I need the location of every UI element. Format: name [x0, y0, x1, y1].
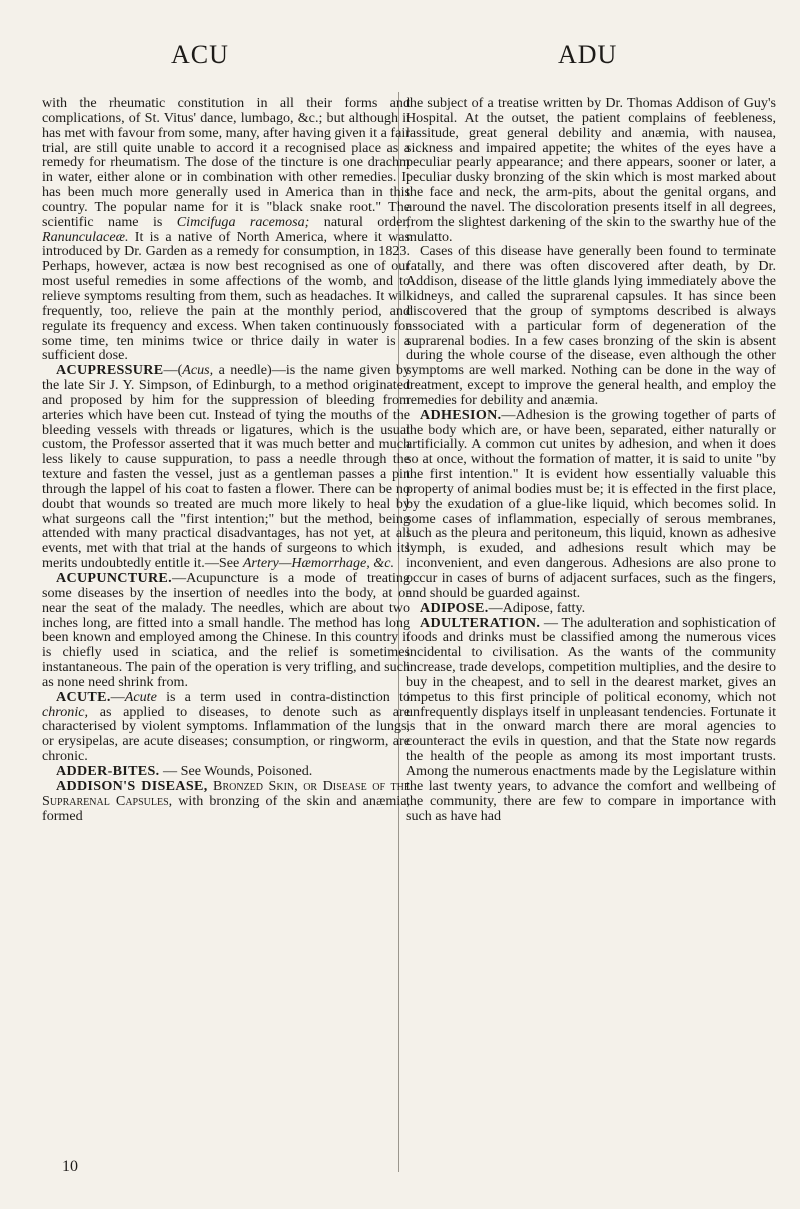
entry-acupressure: [42, 363, 410, 571]
headword-adder-bites: ADDER-BITES.: [56, 762, 160, 779]
adulteration-text: — The adulteration and sophistication of foods and drinks must be classified among the numerous vices incidental to civilisation. As the wants of the community increase, trade develops, competition multiplies, and the desire to buy in the cheapest, and to sell in the dearest market, gives an impetus to this first principle of political economy, which not unfrequently displays itself in unpleasant tendencies. Fortunate it is that in the onward march there are moral agencies to counteract the evils in question, and that the State now regards the health of the people as among its most important trusts. Among the numerous enactments made by the Legislature within the last twenty years, to advance the comfort and wellbeing of the community, there are few to compare in importance with such as have had: [406, 614, 776, 824]
acu-text: with the rheumatic constitution in all their forms and complications, of St. Vitus' dance, lumbago, &c.; but although it has met with favour from some, many, after having given it a fair trial, are still quite unable to accord it a recognised place as a remedy for rheumatism. The dose of the tincture is one drachm in water, either alone or in combination with other remedies. It has been much more generally used in America than in this country. The popular name for it is "black snake root." The scientific name is: [42, 95, 410, 230]
running-header-left: ACU: [171, 40, 229, 69]
headword-adipose: ADIPOSE.: [420, 599, 489, 616]
acupressure-text: a needle)—is the name given by the late Sir J. Y. Simpson, of Edinburgh, to a method originated and proposed by him for the suppression of bleeding from arteries which have been cut. Instead of tying the mouths of the bleeding vessels with threads or ligatures, which is the usual custom, the Professor asserted that it was much better and much less likely to cause suppuration, to pass a needle through the texture and fasten the vessel, just as a gentleman passes a pin through the lappel of his coat to fasten a flower. There can be no doubt that wounds so treated are much more likely to heal by what surgeons call the "first intention;" but the method, being attended with many practical disadvantages, has not yet, at all events, met with that trial at the hands of surgeons to which its merits undoubtedly entitle it.—See: [42, 362, 410, 572]
acute-dash: —: [110, 688, 125, 705]
acu-natural-order: Ranunculaceæ.: [42, 228, 129, 245]
entry-adhesion: [406, 408, 776, 601]
page-number: 10: [62, 1158, 78, 1175]
acute-chronic-term: chronic,: [42, 703, 89, 720]
headword-adulteration: ADULTERATION.: [420, 614, 541, 631]
acu-scientific-name: Cimcifuga racemosa;: [176, 213, 310, 230]
entry-addison-paragraph-2: Cases of this disease have generally been found to terminate fatally, and there was often discovered after death, by Dr. Addison, disease of the little glands lying immediately above the kidneys, and called the suprarenal capsules. It has since been discovered that the group of symptoms described is always associated with a particular form of degeneration of the suprarenal bodies. In a few cases bronzing of the skin is absent during the whole course of the disease, even although the other symptoms are well marked. Nothing can be done in the way of treatment, except to improve the general health, and employ the remedies for debility and anæmia.: [406, 243, 776, 408]
right-column: [406, 96, 776, 823]
acute-text-end: as applied to diseases, to denote such as are characterised by violent symptoms. Inflammation of the lungs, or erysipelas, are acute diseases; consumption, or ringworm, are chronic.: [42, 703, 410, 765]
acupressure-cross-ref: Artery—Hæmorrhage, &c.: [242, 555, 395, 572]
acute-term: Acute: [124, 688, 157, 705]
acu-text-mid: natural order,: [309, 213, 410, 230]
adipose-text: —Adipose, fatty.: [488, 599, 586, 616]
acupressure-etymology: Acus,: [182, 362, 214, 379]
headword-acupuncture: ACUPUNCTURE.: [56, 570, 172, 586]
entry-addison-continued: the subject of a treatise written by Dr. Thomas Addison of Guy's Hospital. At the outset, the patient complains of feebleness, lassitude, great general debility and anæmia, with nausea, sickness and impaired appetite; the whites of the eyes have a peculiar pearly appearance; and there appears, sooner or later, a peculiar dusky bronzing of the skin which is most marked about the face and neck, the arm-pits, about the genital organs, and around the navel. The discoloration presents itself in all degrees, from the slightest darkening of the skin to the swarthy hue of the mulatto.: [406, 95, 776, 245]
entry-addisons-disease: [42, 779, 410, 824]
acu-text-end: It is a native of North America, where it was introduced by Dr. Garden as a remedy for consumption, in 1823. Perhaps, however, actæa is now best recognised as one of our most useful remedies in some affections of the womb, and to relieve symptoms resulting from them, such as headaches. It will frequently, too, relieve the pain at the monthly period, and regulate its frequency and excess. When taken continuously for some time, ten minims twice or thrice daily in water is a sufficient dose.: [42, 228, 410, 364]
addison-text: with bronzing of the skin and anæmia, formed: [42, 792, 410, 824]
entry-adder-bites: [42, 764, 410, 779]
adder-bites-text: — See Wounds, Poisoned.: [159, 762, 313, 779]
headword-acute: ACUTE.: [56, 688, 111, 705]
adhesion-text: —Adhesion is the growing together of parts of the body which are, or have been, separated, either naturally or artificially. A common cut unites by adhesion, and when it does so at once, without the formation of matter, it is said to unite "by the first intention." It is evident how essentially valuable this property of animal bodies must be; it is effected in the first place, by the exudation of a glue-like liquid, which becomes solid. In some cases of inflammation, especially of serous membranes, such as the pleura and peritoneum, this liquid, known as adhesive lymph, is exuded, and adhesions result which may be inconvenient, and even dangerous. Adhesions are also prone to occur in cases of burns of adjacent surfaces, such as the fingers, and should be guarded against.: [406, 406, 776, 601]
headword-adhesion: ADHESION.: [420, 406, 502, 423]
entry-adipose: [406, 601, 776, 616]
entry-acupuncture: [42, 571, 410, 690]
left-column: [42, 96, 410, 823]
headword-addisons-disease: ADDISON'S DISEASE,: [56, 777, 208, 794]
entry-adulteration: [406, 616, 776, 824]
entry-acu-continued: [42, 96, 410, 363]
entry-acute: [42, 690, 410, 764]
headword-acupressure: ACUPRESSURE: [56, 362, 164, 379]
acupressure-dash: —(: [163, 362, 183, 379]
addison-synonyms: Bronzed Skin, or Disease of the Suprarenal Capsules,: [42, 777, 410, 809]
running-header-right: ADU: [558, 40, 618, 69]
acute-text: is a term used in contra-distinction to: [156, 688, 410, 705]
acupuncture-text: —Acupuncture is a mode of treating some diseases by the insertion of needles into the body, at or near the seat of the malady. The needles, which are about two inches long, are fitted into a small handle. The method has long been known and employed among the Chinese. In this country it is chiefly used in sciatica, and the relief is sometimes instantaneous. The pain of the operation is very trifling, and such as none need shrink from.: [42, 570, 410, 690]
